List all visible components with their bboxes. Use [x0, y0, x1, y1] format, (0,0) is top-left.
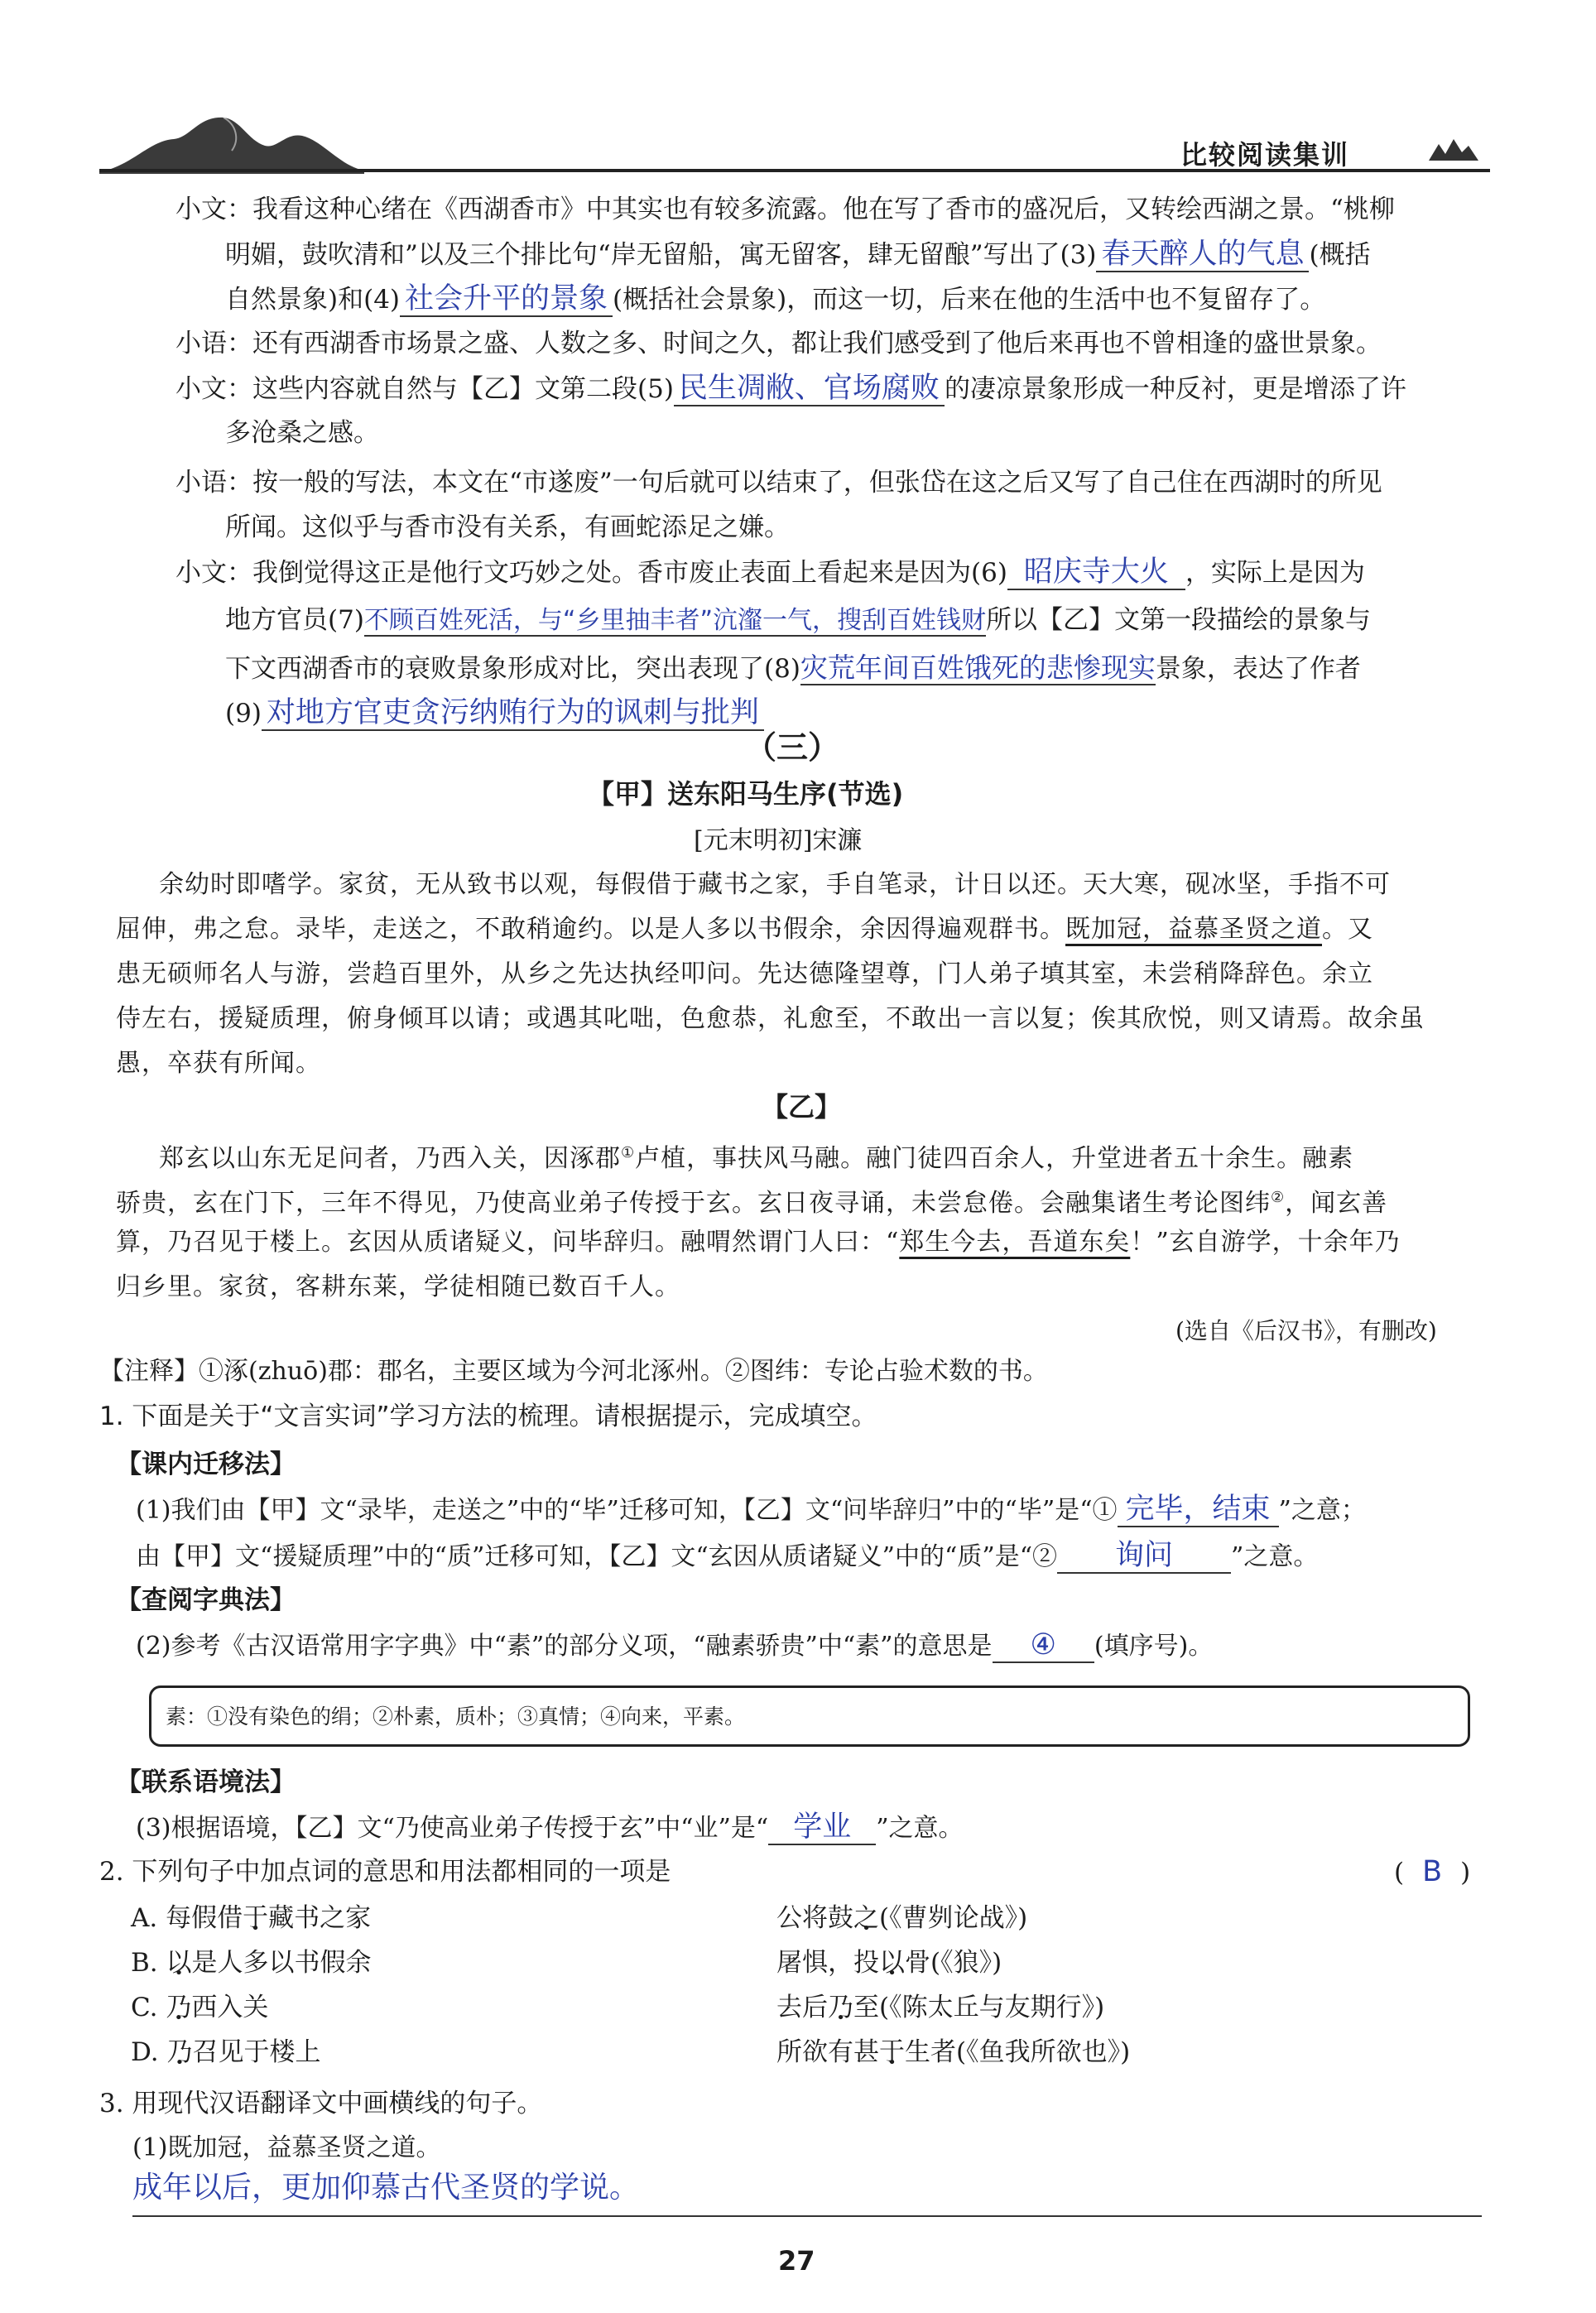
page-number: 27: [778, 2245, 815, 2277]
yi-line: 骄贵，玄在门下，三年不得见，乃使高业弟子传授于玄。玄日夜寻诵，未尝怠倦。会融集诸生考论图纬②，闻玄善: [116, 1189, 1388, 1218]
dialogue-line: 小文：我看这种心绪在《西湖香市》中其实也有较多流露。他在写了香市的盛况后，又转绘西湖之景。“桃柳: [175, 195, 1395, 224]
dialogue-line: 明媚，鼓吹清和”以及三个排比句“岸无留船，寓无留客，肆无留酿”写出了(3) 春天醉人的气息 (概括: [225, 238, 1371, 271]
q1-line: 由【甲】文“援疑质理”中的“质”迁移可知，【乙】文“玄因从质诸疑义”中的“质”是“② 询问 ”之意。: [136, 1539, 1319, 1572]
header-mountain-icon: [1429, 136, 1478, 161]
q2-option: D. 乃召见于楼上: [131, 2037, 321, 2067]
yi-title: 【乙】: [762, 1091, 842, 1123]
q2-stem: 2. 下列句子中加点词的意思和用法都相同的一项是: [99, 1857, 671, 1887]
answer-8: 灾荒年间百姓饿死的悲惨现实: [800, 652, 1156, 684]
q1-stem: 1. 下面是关于“文言实词”学习方法的梳理。请根据提示，完成填空。: [99, 1402, 877, 1431]
q2-answer-bracket: ( B ): [1394, 1855, 1471, 1888]
answer-3: 春天醉人的气息: [1096, 238, 1309, 272]
q1-answer-2: 询问: [1057, 1539, 1231, 1574]
dialogue-line: 自然景象)和(4) 社会升平的景象 (概括社会景象)，而这一切，后来在他的生活中也不复留存了。: [225, 282, 1326, 315]
q2-option-compare: 公将鼓之(《曹刿论战》): [776, 1903, 1028, 1933]
dialogue-line: 小语：按一般的写法，本文在“市遂废”一句后就可以结束了，但张岱在这之后又写了自己住在西湖时的所见: [175, 468, 1382, 498]
underlined-sentence: 既加冠，益慕圣贤之道: [1065, 915, 1322, 944]
q2-option-compare: 屠惧，投以骨(《狼》): [776, 1948, 1002, 1978]
dialogue-line: 多沧桑之感。: [225, 418, 379, 448]
q1-answer-3: ④: [993, 1628, 1094, 1663]
dialogue-line: 下文西湖香市的衰败景象形成对比，突出表现了(8)灾荒年间百姓饿死的悲惨现实景象，表达了作者: [225, 652, 1361, 684]
jia-author: [元末明初]宋濂: [694, 826, 863, 855]
yi-line: 郑玄以山东无足问者，乃西入关，因涿郡①卢植，事扶风马融。融门徒四百余人，升堂进者五十余生。融素: [159, 1144, 1354, 1173]
dialogue-line: 所闻。这似乎与香市没有关系，有画蛇添足之嫌。: [225, 512, 790, 542]
q2-answer: B: [1422, 1855, 1443, 1888]
q2-option-compare: 所欲有甚于生者(《鱼我所欲也》): [776, 2037, 1131, 2067]
answer-4: 社会升平的景象: [400, 282, 613, 317]
answer-9: 对地方官吏贪污纳贿行为的讽刺与批判: [262, 696, 764, 731]
jia-line: 患无硕师名人与游，尝趋百里外，从乡之先达执经叩问。先达德隆望尊，门人弟子填其室，未尝稍降辞色。余立: [116, 959, 1373, 988]
mountain-logo-icon: [99, 108, 364, 174]
method-label: 【查阅字典法】: [116, 1585, 296, 1615]
jia-line: 侍左右，援疑质理，俯身倾耳以请；或遇其叱咄，色愈恭，礼愈至，不敢出一言以复；俟其欣悦，则又请焉。故余虽: [116, 1004, 1425, 1033]
definition-text: 素：①没有染色的绢；②朴素，质朴；③真情；④向来，平素。: [166, 1705, 746, 1729]
jia-line: 屈伸，弗之怠。录毕，走送之，不敢稍逾约。以是人多以书假余，余因得遍观群书。既加冠，益慕圣贤之道。又: [116, 915, 1373, 944]
dialogue-line: (9) 对地方官吏贪污纳贿行为的讽刺与批判: [225, 690, 1517, 736]
method-label: 【课内迁移法】: [116, 1450, 296, 1479]
underlined-sentence: 郑生今去，吾道东矣: [899, 1228, 1131, 1257]
jia-title: 【甲】送东阳马生序(节选): [588, 778, 904, 810]
q2-option: A. 每假借于藏书之家: [131, 1903, 372, 1933]
q1-line: (2)参考《古汉语常用字字典》中“素”的部分义项，“融素骄贵”中“素”的意思是 ④ (填序号)。: [136, 1628, 1214, 1661]
yi-line: 算，乃召见于楼上。玄因从质诸疑义，问毕辞归。融喟然谓门人曰：“郑生今去，吾道东矣！”玄自游学，十余年乃: [116, 1228, 1401, 1257]
answer-6: 昭庆寺大火: [1007, 555, 1185, 590]
dialogue-line: 小文：这些内容就自然与【乙】文第二段(5) 民生凋敝、官场腐败 的凄凉景象形成一种反衬，更是增添了许: [175, 372, 1406, 405]
q1-line: (3)根据语境，【乙】文“乃使高业弟子传授于玄”中“业”是“ 学业 ”之意。: [136, 1810, 964, 1844]
answer-7: 不顾百姓死活，与“乡里抽丰者”沆瀣一气，搜刮百姓钱财: [363, 606, 987, 635]
jia-line: 愚，卒获有所闻。: [116, 1049, 321, 1078]
method-label: 【联系语境法】: [116, 1767, 296, 1797]
q3-stem: 3. 用现代汉语翻译文中画横线的句子。: [99, 2089, 543, 2118]
jia-line: 余幼时即嗜学。家贫，无从致书以观，每假借于藏书之家，手自笔录，计日以还。天大寒，砚冰坚，手指不可: [159, 870, 1391, 899]
yi-line: 归乡里。家贫，客耕东莱，学徒相随已数百千人。: [116, 1272, 680, 1301]
q2-option: C. 乃西入关: [131, 1993, 269, 2022]
dialogue-line: 小语：还有西湖香市场景之盛、人数之多、时间之久，都让我们感受到了他后来再也不曾相逢的盛世景象。: [175, 329, 1382, 358]
q1-line: (1)我们由【甲】文“录毕，走送之”中的“毕”迁移可知，【乙】文“问毕辞归”中的“毕”是“① 完毕，结束 ”之意；: [136, 1493, 1366, 1526]
q2-option: B. 以是人多以书假余: [131, 1948, 372, 1978]
answer-rule: [132, 2215, 1482, 2217]
q3-answer: 成年以后，更加仰慕古代圣贤的学说。: [132, 2171, 640, 2205]
q2-option-compare: 去后乃至(《陈太丘与友期行》): [776, 1993, 1105, 2022]
dialogue-line: 小文：我倒觉得这正是他行文巧妙之处。香市废止表面上看起来是因为(6) 昭庆寺大火 ，实际上是因为: [175, 555, 1365, 589]
yi-source: (选自《后汉书》，有删改): [1175, 1317, 1437, 1344]
section-title: （三）: [745, 729, 840, 766]
header-title: 比较阅读集训: [1180, 139, 1350, 171]
notes: 【注释】①涿(zhuō)郡：郡名，主要区域为今河北涿州。②图纬：专论占验术数的书。: [99, 1357, 1048, 1386]
dialogue-line: 地方官员(7)不顾百姓死活，与“乡里抽丰者”沆瀣一气，搜刮百姓钱财所以【乙】文第一段描绘的景象与: [225, 605, 1372, 635]
q1-answer-1: 完毕，结束: [1118, 1493, 1279, 1527]
answer-5: 民生凋敝、官场腐败: [674, 372, 945, 406]
q1-answer-4: 学业: [768, 1810, 876, 1845]
q3-sentence: (1)既加冠，益慕圣贤之道。: [132, 2133, 441, 2162]
